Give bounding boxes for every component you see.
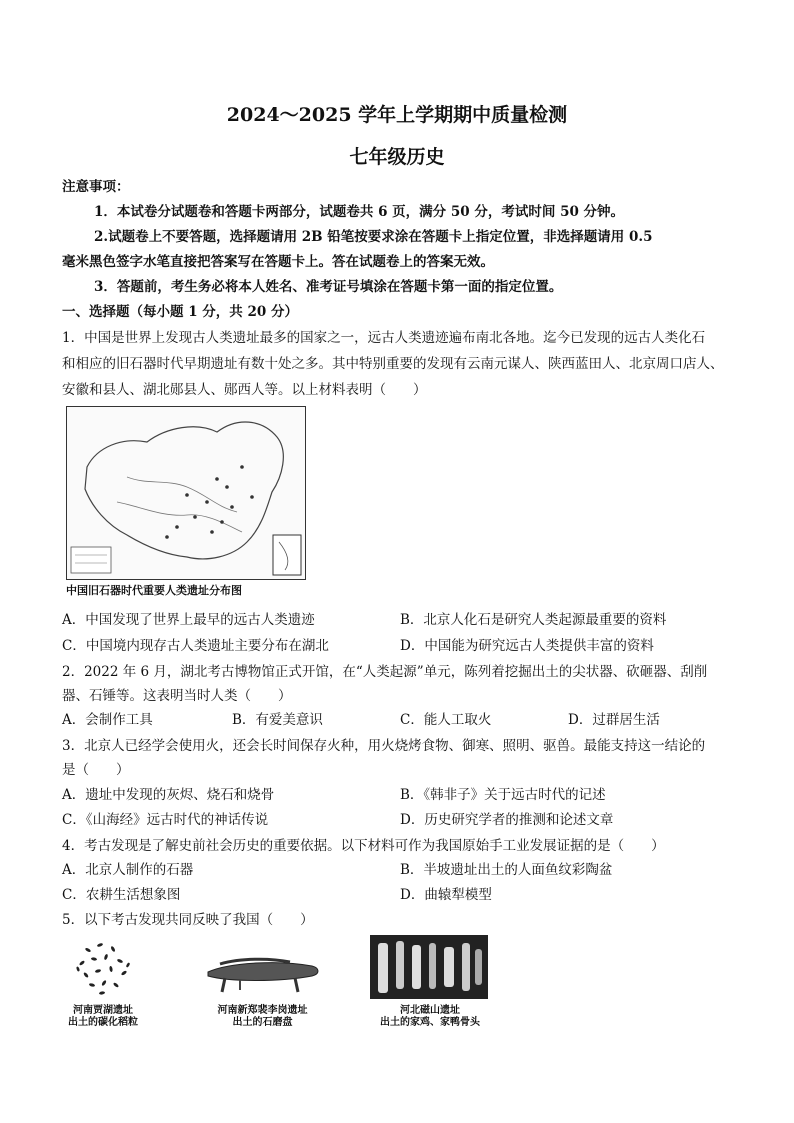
q3-option-a[interactable]: A．遗址中发现的灰烬、烧石和烧骨 — [62, 787, 275, 803]
q1-line-3: 安徽和县人、湖北郧县人、郧西人等。以上材料表明（ ） — [62, 382, 427, 398]
grinding-slab-caption — [200, 1005, 325, 1029]
q3-option-b[interactable]: B．《韩非子》关于远古时代的记述 — [400, 787, 606, 803]
q3-line-1: 3．北京人已经学会使用火，还会长时间保存火种，用火烧烤食物、御寒、照明、驱兽。最能支持这一结论的 — [62, 738, 706, 754]
stone-grinding-slab-image — [200, 950, 325, 1000]
bones-caption-line-2: 出土的家鸡、家鸭骨头 — [380, 1017, 480, 1028]
q1-line-1: 1．中国是世界上发现古人类遗址最多的国家之一，远古人类遗迹遍布南北各地。迄今已发现的远古人类化石 — [62, 330, 706, 346]
exam-title: 2024～2025 学年上学期期中质量检测 — [226, 104, 568, 126]
q3-line-2: 是（ ） — [62, 762, 130, 778]
notice-heading: 注意事项： — [62, 179, 130, 195]
notice-item-3: 3．答题前，考生务必将本人姓名、准考证号填涂在答题卡第一面的指定位置。 — [94, 279, 563, 295]
grinding-slab-caption-line-1: 河南新郑裴李岗遗址 — [217, 1005, 308, 1016]
poultry-bones-image — [370, 935, 488, 999]
notice-item-1: 1．本试卷分试题卷和答题卡两部分，试题卷共 6 页，满分 50 分，考试时间 50 分钟。 — [94, 204, 625, 220]
q2-line-1: 2．2022 年 6 月，湖北考古博物馆正式开馆，在“人类起源”单元，陈列着挖掘出土的尖状器、砍砸器、刮削 — [62, 664, 708, 680]
map-caption: 中国旧石器时代重要人类遗址分布图 — [66, 584, 242, 597]
q1-line-2: 和相应的旧石器时代早期遗址有数十处之多。其中特别重要的发现有云南元谋人、陕西蓝田人、北京周口店人、 — [62, 356, 724, 372]
grinding-slab-drawing — [200, 950, 325, 1000]
rice-grains-drawing — [68, 935, 138, 1001]
q2-option-b[interactable]: B．有爱美意识 — [232, 712, 323, 728]
bones-caption — [365, 1005, 495, 1029]
notice-item-2-line-1: 2.试题卷上不要答题，选择题请用 2B 铅笔按要求涂在答题卡上指定位置，非选择题请用 0.5 — [94, 229, 653, 245]
q3-option-d[interactable]: D．历史研究学者的推测和论述文章 — [400, 812, 614, 828]
grinding-slab-caption-line-2: 出土的石磨盘 — [232, 1017, 293, 1028]
q4-option-d[interactable]: D．曲辕犁模型 — [400, 887, 492, 903]
bones-drawing — [370, 935, 488, 999]
bones-caption-line-1: 河北磁山遗址 — [400, 1005, 460, 1016]
q4-option-b[interactable]: B．半坡遗址出土的人面鱼纹彩陶盆 — [400, 862, 613, 878]
china-map-drawing — [67, 407, 305, 579]
section-heading: 一、选择题（每小题 1 分，共 20 分） — [62, 304, 298, 320]
q2-option-a[interactable]: A．会制作工具 — [62, 712, 153, 728]
rice-caption-line-1: 河南贾湖遗址 — [73, 1005, 133, 1016]
q4-option-a[interactable]: A．北京人制作的石器 — [62, 862, 194, 878]
rice-caption-line-2: 出土的碳化稻粒 — [68, 1017, 138, 1028]
q1-option-b[interactable]: B．北京人化石是研究人类起源最重要的资料 — [400, 612, 667, 628]
carbonized-rice-image — [68, 935, 138, 1001]
q2-option-d[interactable]: D．过群居生活 — [568, 712, 660, 728]
notice-item-2-line-2: 毫米黑色签字水笔直接把答案写在答题卡上。答在试题卷上的答案无效。 — [62, 254, 494, 270]
q2-line-2: 器、石锤等。这表明当时人类（ ） — [62, 688, 292, 704]
q4-line-1: 4．考古发现是了解史前社会历史的重要依据。以下材料可作为我国原始手工业发展证据的是（ ） — [62, 838, 665, 854]
rice-caption — [48, 1005, 158, 1029]
q1-option-c[interactable]: C．中国境内现存古人类遗址主要分布在湖北 — [62, 638, 329, 654]
q3-option-c[interactable]: C．《山海经》远古时代的神话传说 — [62, 812, 269, 828]
q1-option-a[interactable]: A．中国发现了世界上最早的远古人类遗迹 — [62, 612, 315, 628]
china-map-image — [66, 406, 306, 580]
q1-option-d[interactable]: D．中国能为研究远古人类提供丰富的资料 — [400, 638, 654, 654]
q4-option-c[interactable]: C．农耕生活想象图 — [62, 887, 181, 903]
q5-line-1: 5．以下考古发现共同反映了我国（ ） — [62, 912, 314, 928]
q2-option-c[interactable]: C．能人工取火 — [400, 712, 492, 728]
exam-subtitle: 七年级历史 — [349, 146, 445, 168]
